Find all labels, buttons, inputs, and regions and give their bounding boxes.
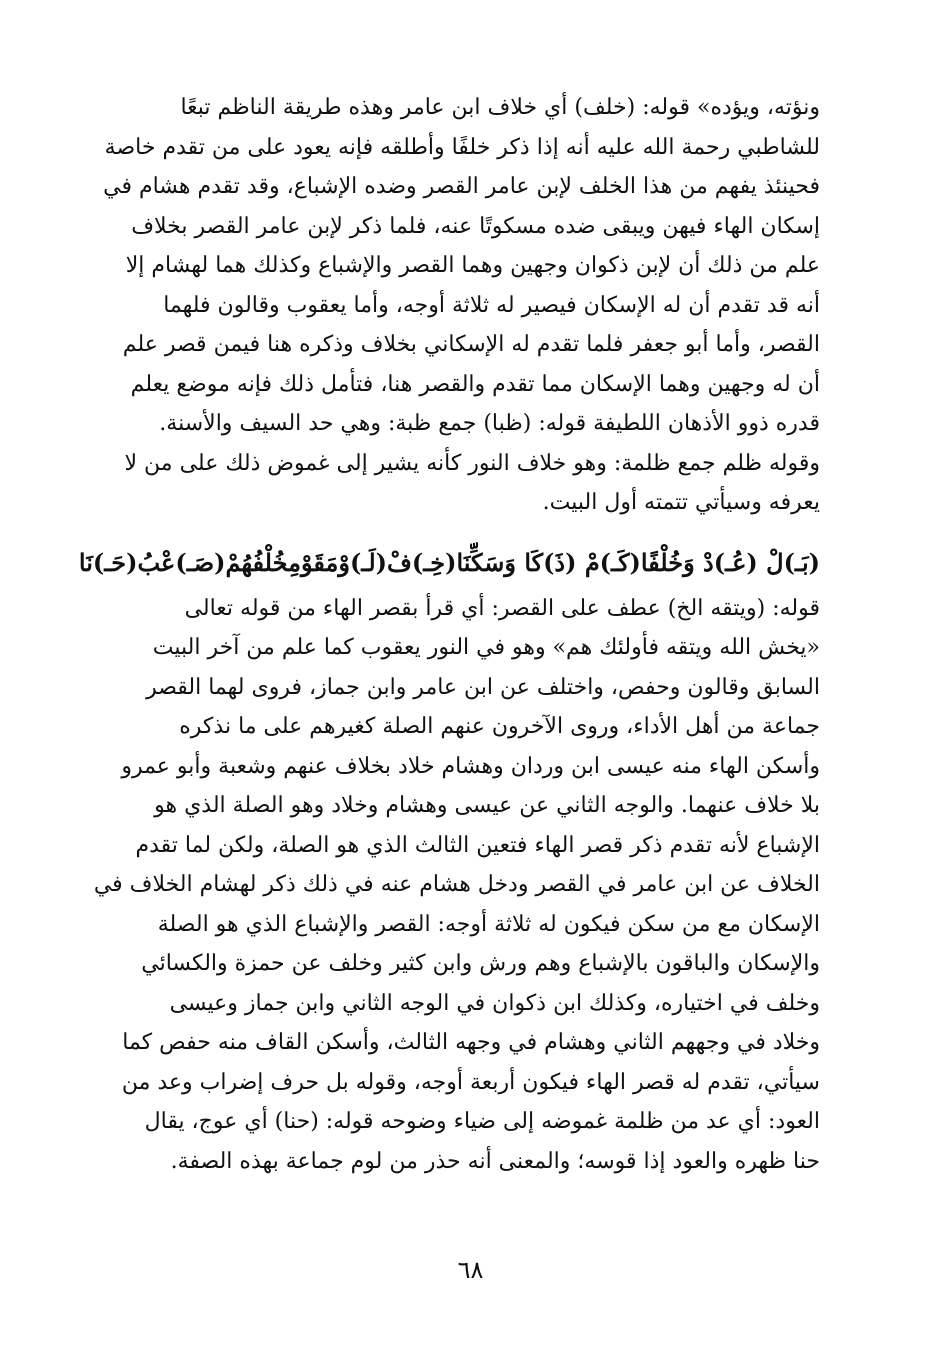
- text-line: جماعة من أهل الأداء، وروى الآخرون عنهم الصلة كغيرهم على ما نذكره: [179, 714, 820, 739]
- page-body: [78, 88, 820, 1181]
- text-line: والإسكان والباقون بالإشباع وهم ورش وابن كثير وخلف عن حمزة والكسائي: [141, 951, 820, 976]
- verse-second-hemistich: (خِـ)فْ(لَـ)وْمَقَوْمِخُلْفُهُمْ(صَـ)عْبُ(حَـ)نَا: [78, 547, 457, 577]
- text-line: وأسكن الهاء منه عيسى ابن وردان وهشام خلاد بخلاف عنهم وشعبة وأبو عمرو: [121, 753, 820, 779]
- paragraph-commentary-2: [88, 589, 820, 1182]
- page-number: ٦٨: [457, 1256, 484, 1284]
- text-line: يعرفه وسيأتي تتمته أول البيت.: [542, 490, 820, 515]
- text-line: قدره ذوو الأذهان اللطيفة قوله: (ظبا) جمع ظبة: وهي حد السيف والأسنة.: [159, 411, 820, 436]
- text-line: قوله: (ويتقه الخ) عطف على القصر: أي قرأ بقصر الهاء من قوله تعالى: [184, 595, 820, 621]
- text-line: «يخش الله ويتقه فأولئك هم» وهو في النور يعقوب كما علم من آخر البيت: [152, 635, 820, 660]
- text-line: بلا خلاف عنهما. والوجه الثاني عن عيسى وهشام وخلاد وهو الصلة الذي هو: [154, 793, 820, 818]
- text-line: علم من ذلك أن لإبن ذكوان وجهين وهما القصر والإشباع وكذلك هما لهشام إلا: [125, 253, 820, 278]
- text-line: وخلاد في وجههم الثاني وهشام في وجهه الثالث، وأسكن القاف منه حفص كما: [122, 1030, 820, 1055]
- paragraph-commentary-1: [88, 88, 820, 523]
- poem-verse: [78, 545, 820, 581]
- text-line: الخلاف عن ابن عامر في القصر ودخل هشام عنه في ذلك ذكر لهشام الخلاف في: [93, 872, 820, 897]
- text-line: السابق وقالون وحفص، واختلف عن ابن عامر وابن جماز، فروى لهما القصر: [146, 674, 820, 700]
- text-line: ونؤته، ويؤده» قوله: (خلف) أي خلاف ابن عامر وهذه طريقة الناظم تبعًا: [180, 95, 820, 120]
- text-line: الإسكان مع من سكن فيكون له ثلاثة أوجه: القصر والإشباع الذي هو الصلة: [157, 911, 820, 937]
- text-line: العود: أي عد من ظلمة غموضه إلى ضياء وضوحه قوله: (حنا) أي عوج، يقال: [144, 1109, 820, 1134]
- text-line: إسكان الهاء فيهن ويبقى ضده مسكوتًا عنه، فلما ذكر لإبن عامر القصر بخلاف: [131, 213, 820, 239]
- text-line: وخلف في اختياره، وكذلك ابن ذكوان في الوجه الثاني وابن جماز وعيسى: [169, 990, 820, 1016]
- text-line: للشاطبي رحمة الله عليه أنه إذا ذكر خلفًا وأطلقه فإنه يعود على من تقدم خاصة: [104, 134, 820, 160]
- text-line: أن له وجهين وهما الإسكان مما تقدم والقصر هنا، فتأمل ذلك فإنه موضع يعلم: [130, 371, 820, 397]
- text-line: فحينئذ يفهم من هذا الخلف لإبن عامر القصر وضده الإشباع، وقد تقدم هشام في: [103, 174, 820, 199]
- verse-first-hemistich: (بَـ)لْ (عُـ)دْ وَخُلْفًا(كَـ)مْ (ذَ)كَا وَسَكِّنَا: [456, 547, 820, 577]
- text-line: أنه قد تقدم أن له الإسكان فيصير له ثلاثة أوجه، وأما يعقوب وقالون فلهما: [163, 292, 820, 318]
- text-line: الإشباع لأنه تقدم ذكر قصر الهاء فتعين الثالث الذي هو الصلة، ولكن لما تقدم: [135, 832, 820, 858]
- text-line: القصر، وأما أبو جعفر فلما تقدم له الإسكاني بخلاف وذكره هنا فيمن قصر علم: [122, 332, 820, 357]
- text-line: سيأتي، تقدم له قصر الهاء فيكون أربعة أوجه، وقوله بل حرف إضراب وعد من: [121, 1069, 820, 1095]
- text-line: وقوله ظلم جمع ظلمة: وهو خلاف النور كأنه يشير إلى غموض ذلك على من لا: [124, 450, 820, 476]
- text-line: حنا ظهره والعود إذا قوسه؛ والمعنى أنه حذر من لوم جماعة بهذه الصفة.: [170, 1148, 820, 1174]
